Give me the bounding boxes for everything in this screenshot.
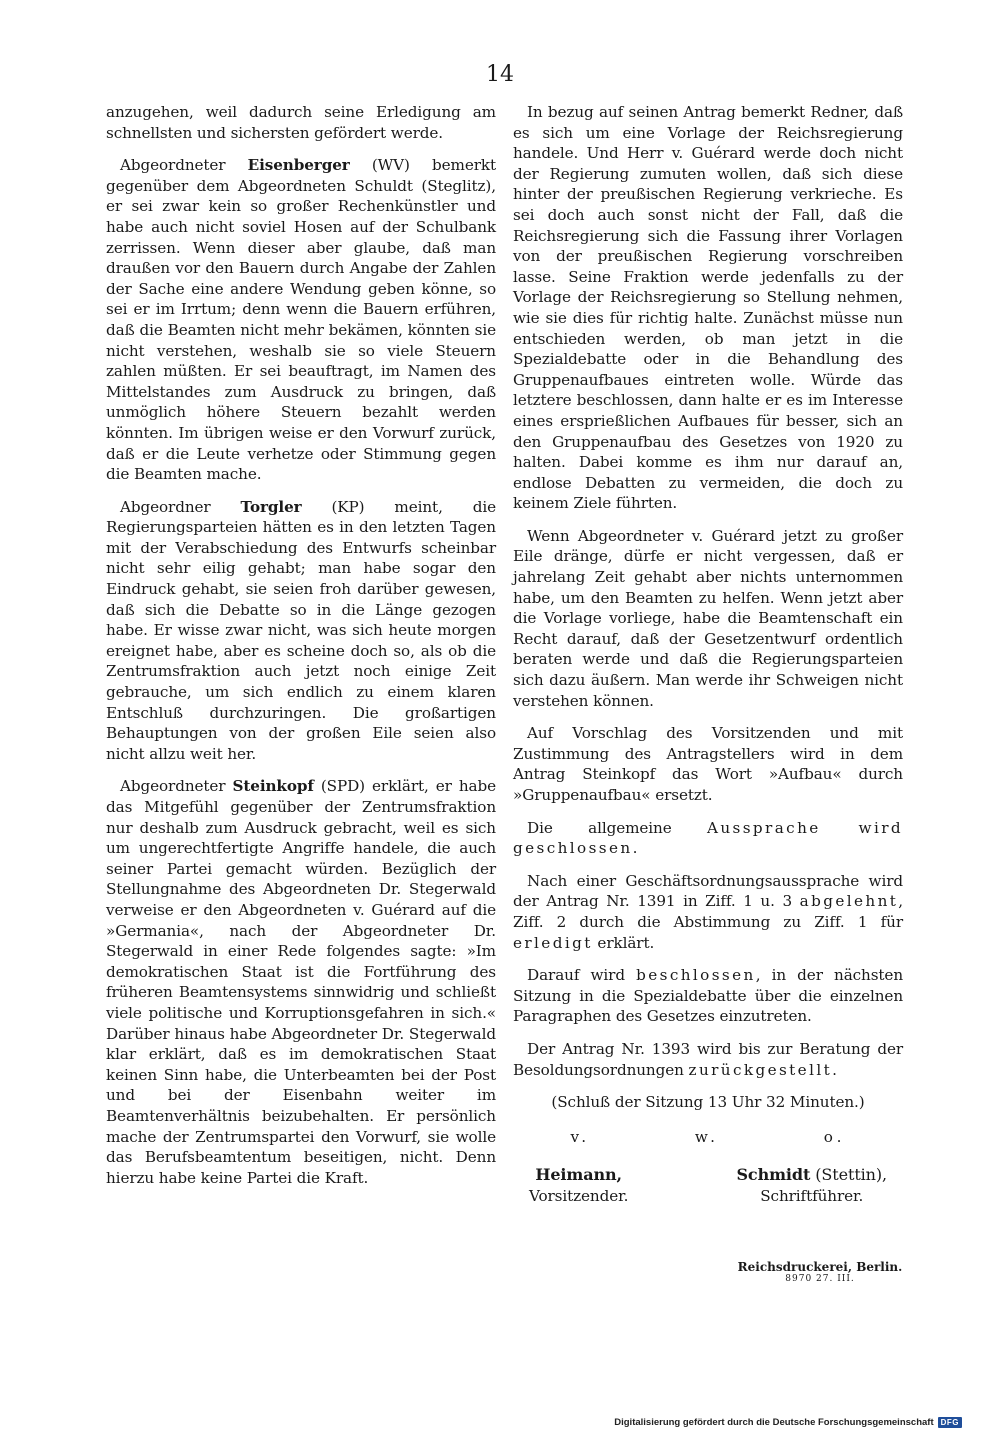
paragraph: [106, 497, 496, 765]
paragraph-text: erklärt.: [592, 933, 655, 952]
approval-w: w.: [694, 1127, 719, 1146]
right-column: [513, 102, 903, 1207]
footer-text: Digitalisierung gefördert durch die Deutsche Forschungsgemeinschaft: [614, 1416, 934, 1428]
printer-imprint: [720, 1260, 920, 1284]
signature-secretary-name: Schmidt: [736, 1165, 811, 1185]
spaced-emphasis: abgelehnt: [799, 892, 899, 911]
printer-code: 8970 27. III.: [785, 1274, 855, 1284]
signature-chair-name: Heimann,: [535, 1165, 623, 1185]
paragraph-text: .: [632, 839, 638, 858]
paragraph-text: Nach einer Geschäftsordnungsaussprache wird der Antrag Nr. 1391 in Ziff. 1 u. 3: [513, 871, 903, 911]
paragraph: [513, 1039, 903, 1080]
spaced-emphasis: zurückgestellt: [688, 1060, 833, 1079]
right-paragraphs: [513, 102, 903, 1080]
paragraph-text: Der Antrag Nr. 1393 wird bis zur Beratung der Besoldungsordnungen: [513, 1039, 903, 1079]
paragraph-text: (KP) meint, die Regierungsparteien hätten es in den letzten Tagen mit der Verabschiedung des Entwurfs scheinbar nicht sehr eilig gehabt; man habe sogar den Eindruck gehabt, sie seien froh darüber gewesen, daß sich die Debatte so in die Länge gezogen habe. Er wisse zwar nicht, was sich heute morgen ereignet habe, aber es scheine doch so, als ob die Zentrumsfraktion auch jetzt noch einige Zeit gebrauche, um sich endlich zu einem klaren Entschluß durchzuringen. Die großartigen Behauptungen von der großen Eile seien also nicht allzu weit her.: [106, 497, 496, 763]
session-closing-note: (Schluß der Sitzung 13 Uhr 32 Minuten.): [551, 1093, 865, 1112]
paragraph-text: Darauf wird: [527, 966, 637, 985]
paragraph-text: (SPD) erklärt, er habe das Mitgefühl gegenüber der Zentrumsfraktion nur deshalb zum Ausdruck gebracht, weil es sich um ungerechtfertigte Angriffe handele, die auch seiner Partei gemacht würden. Bezüglich der Stellungnahme des Abgeordneten Dr. Stegerwald verweise er den Abgeordneten v. Guérard auf die »Germania«, nach der Abgeordneter Dr. Stegerwald in einer Rede folgendes sagte: »Im demokratischen Staat ist die Fortführung des früheren Beamtensystems sinnwidrig und schließt viele politische und Korruptionsgefahren in sich.« Darüber hinaus habe Abgeordneter Dr. Stegerwald klar erklärt, daß es im demokratischen Staat keinen Sinn habe, die Unterbeamten bei der Post und bei der Eisenbahn weiter im Beamtenverhältnis beizubehalten. Er persönlich mache der Zentrumspartei den Vorwurf, sie wolle das Berufsbeamtentum beseitigen, nicht. Denn hierzu habe keine Partei die Kraft.: [106, 777, 496, 1187]
signature-chair: [529, 1165, 628, 1206]
paragraph: [513, 871, 903, 953]
approval-o: o.: [823, 1127, 846, 1146]
signature-secretary-role: Schriftführer.: [760, 1186, 864, 1205]
left-column: [106, 102, 496, 1200]
signature-secretary: [736, 1165, 887, 1206]
paragraph: [513, 102, 903, 514]
paragraph-text: (WV) bemerkt gegenüber dem Abgeordneten Schuldt (Steglitz), er sei zwar kein so großer Rechenkünstler und habe auch nicht soviel Hosen auf der Schulbank zerrissen. Wenn dieser aber glaube, daß man draußen vor den Bauern durch Angabe der Zahlen der Sache eine andere Wendung geben könne, so sei er im Irrtum; denn wenn die Bauern erführen, daß die Beamten nicht mehr bekämen, könnten sie nicht verstehen, weshalb sie so viele Steuern zahlen müßten. Er sei beauftragt, im Namen des Mittelstandes zum Ausdruck zu bringen, daß unmöglich höhere Steuern bezahlt werden könnten. Im übrigen weise er den Vorwurf zurück, daß er die Leute verhetze oder Stimmung gegen die Beamten mache.: [106, 156, 496, 484]
paragraph-text: Abgeordneter: [120, 777, 233, 796]
page-number: 14: [486, 62, 514, 87]
paragraph-text: , in der nächsten Sitzung in die Spezialdebatte über die einzelnen Paragraphen des Gesetzes einzutreten.: [513, 966, 904, 1026]
paragraph-text: Auf Vorschlag des Vorsitzenden und mit Zustimmung des Antragstellers wird in dem Antrag Steinkopf das Wort »Aufbau« durch »Gruppenaufbau« ersetzt.: [513, 724, 903, 804]
signature-secretary-location: (Stettin),: [810, 1165, 887, 1185]
paragraph-text: Abgeordneter: [120, 156, 248, 175]
paragraph: [513, 723, 903, 805]
paragraph: [513, 818, 903, 859]
paragraph-text: Abgeordner: [120, 497, 241, 516]
paragraph-text: , Ziff. 2 durch die Abstimmung zu Ziff. 1 für: [513, 892, 903, 931]
paragraph-text: In bezug auf seinen Antrag bemerkt Redner, daß es sich um eine Vorlage der Reichsregierung handele. Und Herr v. Guérard werde doch nicht der Regierung zumuten wollen, daß sich diese hinter der preußischen Regierung verkrieche. Es sei doch auch sonst nicht der Fall, daß die Reichsregierung sich die Fassung ihrer Vorlagen von der preußischen Regierung vorschreiben lasse. Seine Fraktion werde jedenfalls zu der Vorlage der Reichsregierung so Stellung nehmen, wie sie dies für richtig halte. Zunächst müsse nun entschieden werden, ob man jetzt in die Spezialdebatte oder in die Behandlung des Gruppenaufbaues eintreten wolle. Würde das letztere beschlossen, dann halte er es im Interesse eines ersprießlichen Aufbaues für besser, sich an den Gruppenaufbau des Gesetzes von 1920 zu halten. Dabei komme es ihm nur darauf an, endlose Debatten zu vermeiden, die doch zu keinem Ziele führten.: [513, 103, 903, 513]
signature-chair-role: Vorsitzender.: [529, 1186, 629, 1205]
speaker-name: Steinkopf: [232, 777, 314, 796]
approval-v: v.: [570, 1127, 591, 1146]
paragraph: [106, 155, 496, 485]
digitization-footer: [600, 1414, 962, 1430]
speaker-name: Torgler: [240, 497, 302, 516]
approval-line: [513, 1127, 903, 1148]
paragraph-text: Wenn Abgeordneter v. Guérard jetzt zu großer Eile dränge, dürfe er nicht vergessen, daß er jahrelang Zeit gehabt aber nichts unternommen habe, um den Beamten zu helfen. Wenn jetzt aber die Vorlage vorliege, habe die Beamtenschaft ein Recht darauf, daß der Gesetzentwurf ordentlich beraten werde und daß die Regierungsparteien sich dazu äußern. Man werde ihr Schweigen nicht verstehen können.: [513, 526, 903, 710]
paragraph-text: anzugehen, weil dadurch seine Erledigung am schnellsten und sichersten gefördert werde.: [106, 103, 496, 142]
printer-name: Reichsdruckerei, Berlin.: [737, 1260, 903, 1274]
paragraph: [513, 965, 903, 1027]
signatures: [513, 1165, 903, 1206]
paragraph: [513, 526, 903, 711]
spaced-emphasis: erledigt: [513, 933, 593, 952]
paragraph-text: .: [832, 1060, 837, 1079]
dfg-logo-icon: DFG: [938, 1417, 962, 1428]
spaced-emphasis: beschlossen: [636, 966, 756, 985]
paragraph: [106, 102, 496, 143]
speaker-name: Eisenberger: [247, 156, 350, 175]
paragraph-text: Die allgemeine: [527, 818, 707, 837]
spaced-emphasis: Aussprache wird geschlossen: [513, 818, 903, 858]
paragraph: [106, 776, 496, 1188]
